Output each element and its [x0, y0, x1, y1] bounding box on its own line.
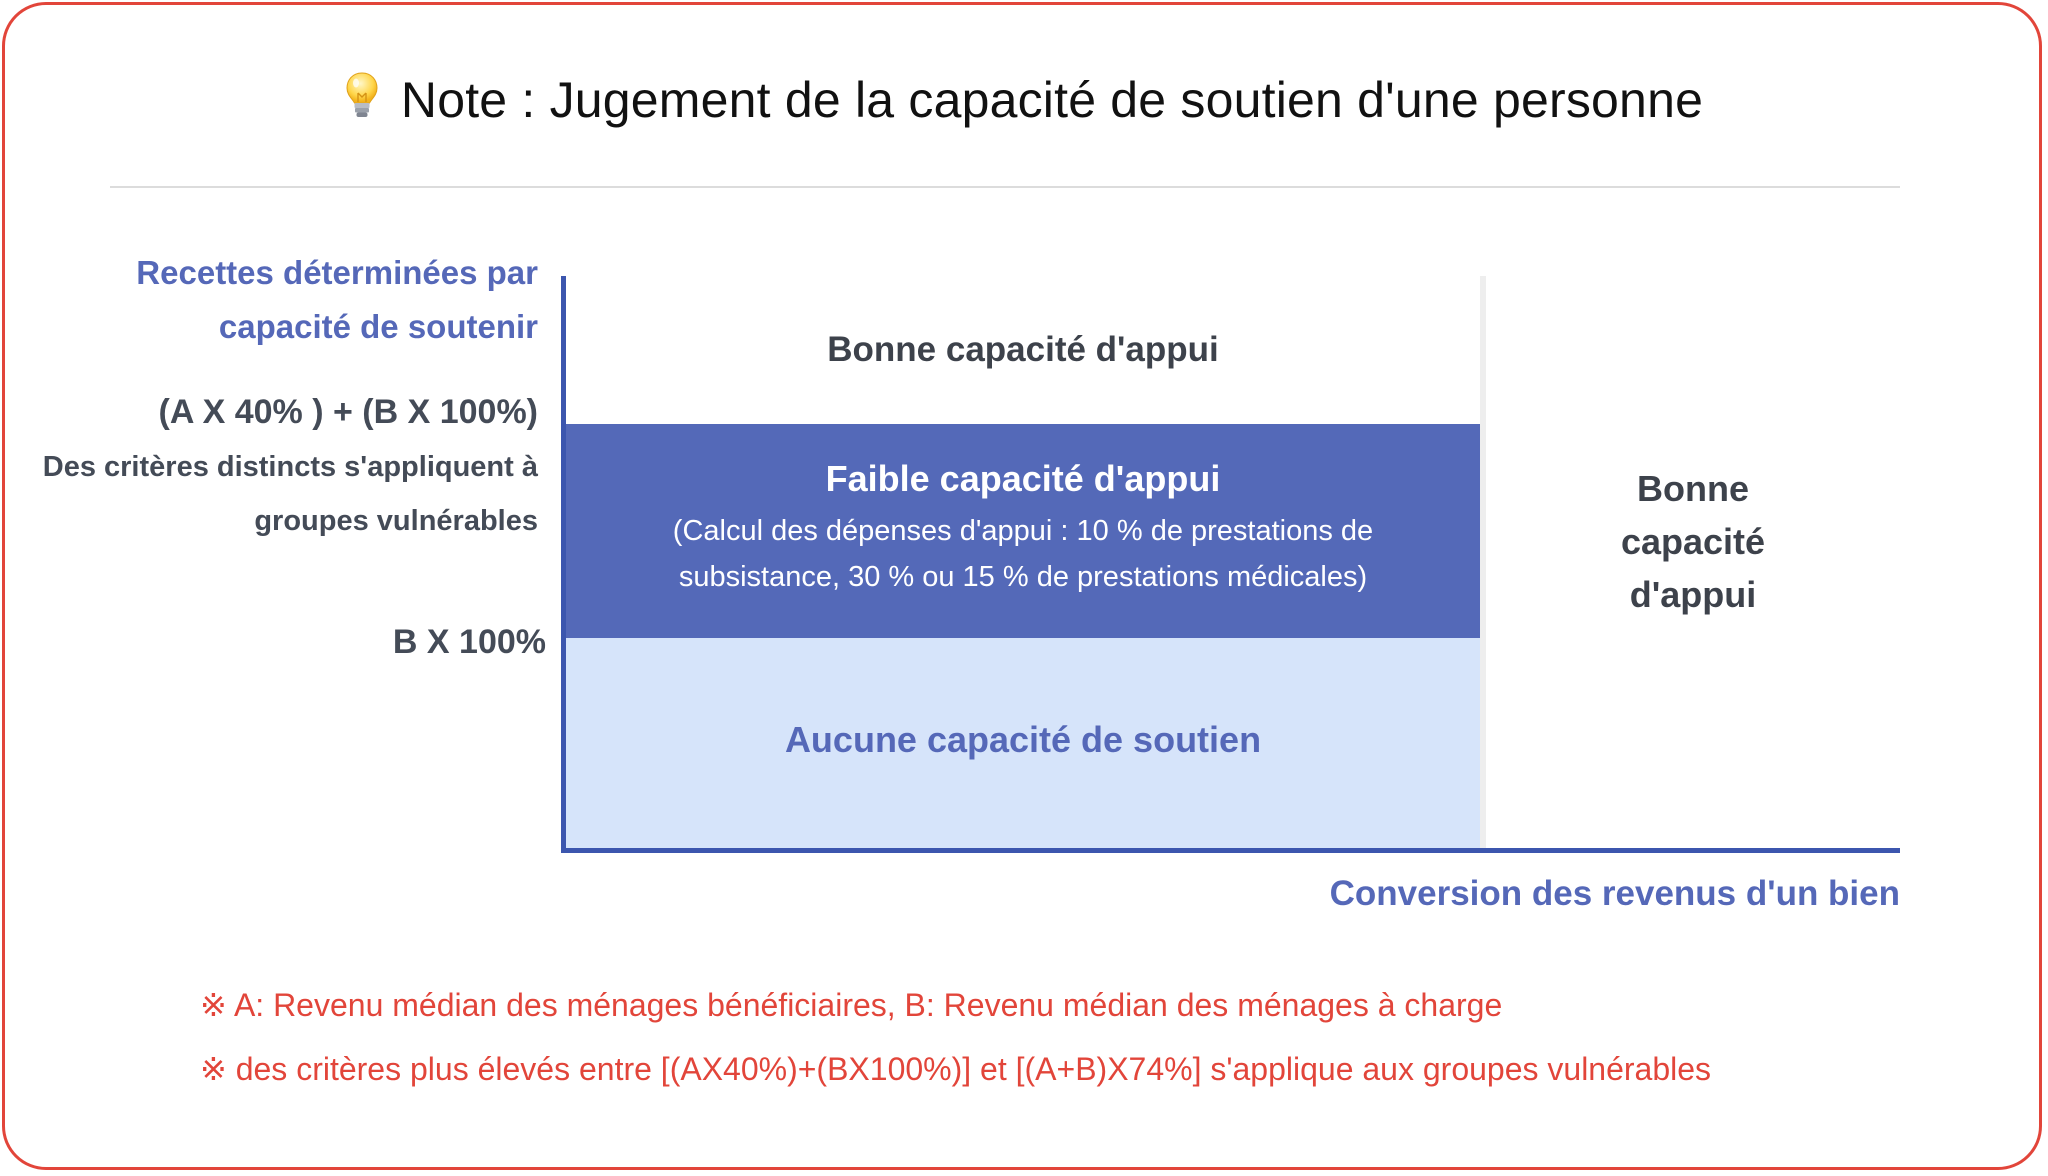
- x-axis-label: Conversion des revenus d'un bien: [1329, 874, 1900, 913]
- zone-mid-detail: (Calcul des dépenses d'appui : 10 % de prestations de subsistance, 30 % ou 15 % de prestations médicales): [672, 515, 1374, 593]
- upper-threshold-note: Des critères distincts s'appliquent à groupes vulnérables: [42, 451, 538, 537]
- zone-low-capacity: [566, 424, 1480, 638]
- lower-threshold-formula: B X 100%: [392, 623, 546, 661]
- page-title: Note : Jugement de la capacité de soutien d'une personne: [400, 72, 1704, 128]
- zone-top-label: Bonne capacité d'appui: [827, 330, 1219, 369]
- title-divider: [110, 186, 1900, 188]
- zone-no-capacity: [566, 638, 1480, 848]
- zone-bottom-label: Aucune capacité de soutien: [784, 719, 1262, 760]
- upper-threshold-formula: (A X 40% ) + (B X 100%): [158, 393, 538, 431]
- zone-mid-title: Faible capacité d'appui: [825, 458, 1221, 499]
- y-axis-label: Recettes déterminées par capacité de soutenir: [136, 254, 538, 345]
- zone-right-label: Bonne capacité d'appui: [1620, 467, 1766, 615]
- zone-good-capacity-top: [566, 276, 1480, 424]
- lightbulb-icon: [345, 71, 379, 121]
- title-row: [0, 68, 2048, 132]
- y-axis-line: [561, 276, 566, 852]
- footnote-2: ※ des critères plus élevés entre [(AX40%)+(BX100%)] et [(A+B)X74%] s'applique aux groupes vulnérables: [200, 1051, 1712, 1087]
- footnote-1: ※ A: Revenu médian des ménages bénéficiaires, B: Revenu médian des ménages à charge: [200, 987, 1503, 1023]
- x-axis-line: [561, 848, 1900, 853]
- zone-good-capacity-right: [1486, 276, 1900, 848]
